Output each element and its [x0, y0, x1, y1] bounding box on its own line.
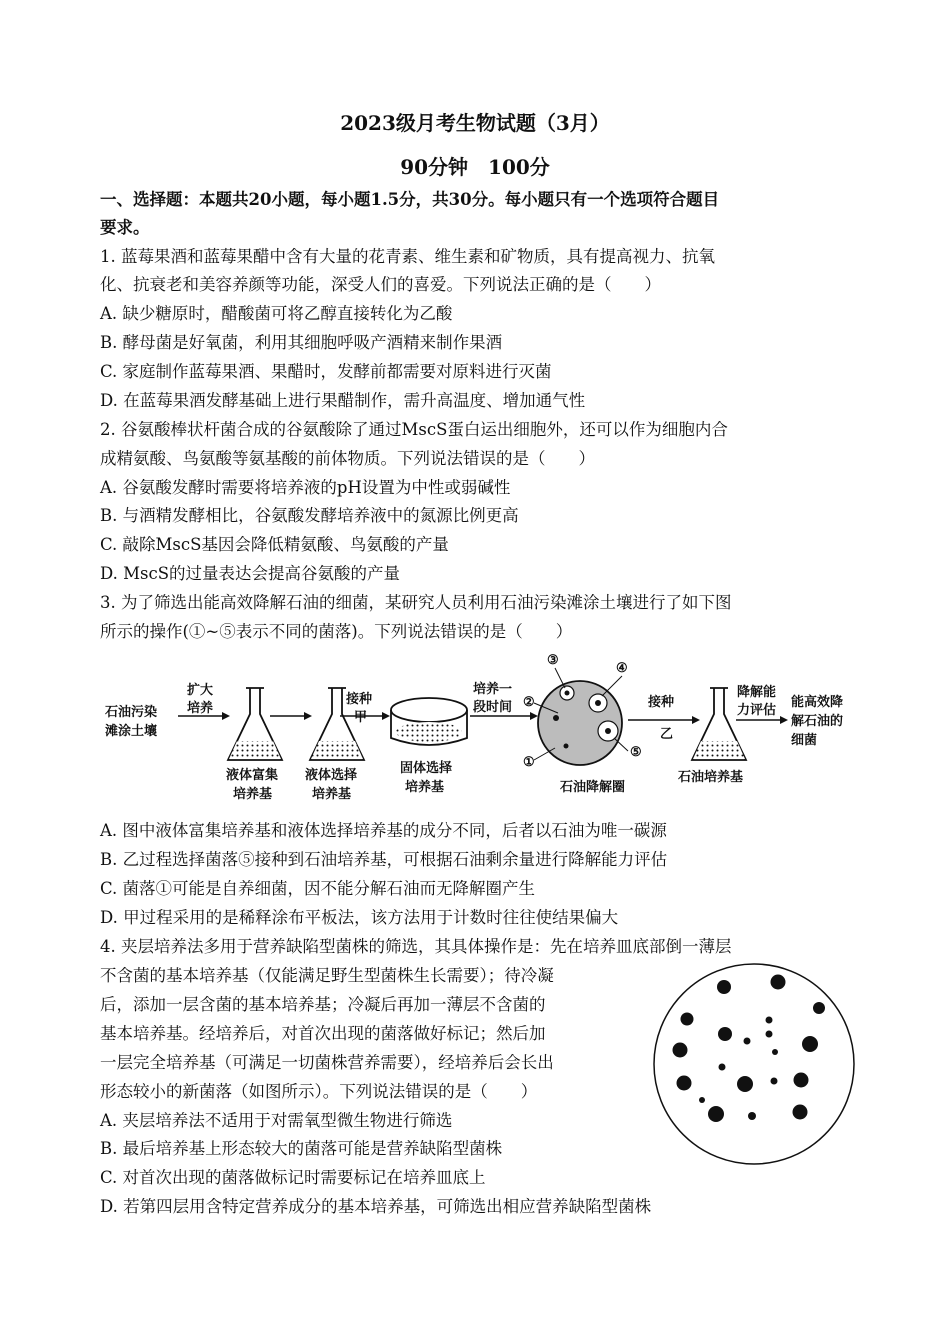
- q1-stem-cont: 化、抗衰老和美容养颜等功能，深受人们的喜爱。下列说法正确的是（ ）: [100, 275, 661, 294]
- inoc-a-label-2: 甲: [354, 710, 368, 725]
- q1-stem: 1. 蓝莓果酒和蓝莓果醋中含有大量的花青素、维生素和矿物质，具有提高视力、抗氧: [100, 247, 715, 266]
- q4-stem-2: 不含菌的基本培养基（仅能满足野生型菌株生长需要）；待冷凝: [100, 966, 554, 985]
- q1-option-b: B. 酵母菌是好氧菌，利用其细胞呼吸产酒精来制作果酒: [100, 333, 503, 352]
- q4-option-b: B. 最后培养基上形态较大的菌落可能是营养缺陷型菌株: [100, 1139, 503, 1158]
- result-label-3: 细菌: [791, 733, 818, 748]
- q4-stem-3: 后，添加一层含菌的基本培养基；冷凝后再加一薄层不含菌的: [100, 995, 546, 1014]
- soil-label-2: 滩涂土壤: [105, 724, 158, 739]
- exam-title: 2023级月考生物试题（3月）: [340, 111, 610, 135]
- eval-label: 降解能: [737, 685, 777, 700]
- q2-stem: 2. 谷氨酸棒状杆菌合成的谷氨酸除了通过MscS蛋白运出细胞外，还可以作为细胞内合: [100, 420, 728, 439]
- q3-option-a: A. 图中液体富集培养基和液体选择培养基的成分不同，后者以石油为唯一碳源: [100, 821, 667, 840]
- colony-3-label: ③: [547, 653, 559, 668]
- result-label-2: 解石油的: [791, 714, 844, 729]
- culture-label: 培养一: [473, 682, 513, 697]
- layered-culture-dish-icon: [652, 962, 856, 1166]
- colony-1b-label: ①: [523, 755, 535, 770]
- q4-option-c: C. 对首次出现的菌落做标记时需要标记在培养皿底上: [100, 1168, 486, 1187]
- arrow-inoculate-b: [628, 716, 700, 724]
- expand-label-2: 培养: [187, 701, 214, 716]
- colony-5-label: ⑤: [630, 745, 642, 760]
- colony-4-label: ④: [616, 661, 628, 676]
- q3-option-c: C. 菌落①可能是自养细菌，因不能分解石油而无降解圈产生: [100, 879, 536, 898]
- q2-option-c: C. 敲除MscS基因会降低精氨酸、鸟氨酸的产量: [100, 535, 449, 554]
- inoc-a-label: 接种: [346, 692, 373, 707]
- solid-label: 固体选择: [400, 761, 453, 776]
- arrow-transfer: [270, 712, 312, 720]
- q4-stem-5: 一层完全培养基（可满足一切菌株营养需要），经培养后会长出: [100, 1053, 554, 1072]
- q3-option-b: B. 乙过程选择菌落⑤接种到石油培养基，可根据石油剩余量进行降解能力评估: [100, 850, 668, 869]
- q2-stem-cont: 成精氨酸、鸟氨酸等氨基酸的前体物质。下列说法错误的是（ ）: [100, 449, 595, 468]
- section-heading-cont: 要求。: [100, 218, 150, 237]
- flask-enrichment-icon: [228, 688, 282, 760]
- oil-label: 石油培养基: [678, 770, 744, 785]
- q1-option-c: C. 家庭制作蓝莓果酒、果醋时，发酵前都需要对原料进行灭菌: [100, 362, 552, 381]
- q4-option-a: A. 夹层培养法不适用于对需氧型微生物进行筛选: [100, 1111, 453, 1130]
- colony-plate-icon: [538, 681, 622, 765]
- q1-option-a: A. 缺少糖原时，醋酸菌可将乙醇直接转化为乙酸: [100, 304, 453, 323]
- inoc-b-label-2: 乙: [660, 727, 674, 742]
- solid-label-2: 培养基: [405, 780, 445, 795]
- q4-stem: 4. 夹层培养法多用于营养缺陷型菌株的筛选，其具体操作是：先在培养皿底部倒一薄层: [100, 937, 732, 956]
- q4-stem-4: 基本培养基。经培养后，对首次出现的菌落做好标记；然后加: [100, 1024, 546, 1043]
- result-label: 能高效降: [791, 695, 844, 710]
- flask1-label-2: 培养基: [233, 787, 273, 802]
- colony-1-label: ②: [523, 695, 535, 710]
- expand-label: 扩大: [187, 683, 214, 698]
- q4-option-d: D. 若第四层用含特定营养成分的基本培养基，可筛选出相应营养缺陷型菌株: [100, 1197, 652, 1216]
- q4-stem-6: 形态较小的新菌落（如图所示）。下列说法错误的是（ ）: [100, 1082, 538, 1101]
- q2-option-a: A. 谷氨酸发酵时需要将培养液的pH设置为中性或弱碱性: [100, 478, 511, 497]
- q3-stem: 3. 为了筛选出能高效降解石油的细菌，某研究人员利用石油污染滩涂土壤进行了如下图: [100, 593, 732, 612]
- flask2-label: 液体选择: [305, 768, 358, 783]
- q1-option-d: D. 在蓝莓果酒发酵基础上进行果醋制作，需升高温度、增加通气性: [100, 391, 586, 410]
- q3-option-d: D. 甲过程采用的是稀释涂布平板法，该方法用于计数时往往使结果偏大: [100, 908, 619, 927]
- exam-subtitle: 90分钟 100分: [400, 155, 550, 179]
- culture-label-2: 段时间: [473, 700, 513, 715]
- screening-diagram: [100, 648, 860, 808]
- soil-label: 石油污染: [105, 705, 158, 720]
- flask2-label-2: 培养基: [312, 787, 352, 802]
- q2-option-b: B. 与酒精发酵相比，谷氨酸发酵培养液中的氮源比例更高: [100, 506, 519, 525]
- flask1-label: 液体富集: [226, 768, 279, 783]
- section-heading: 一、选择题：本题共20小题，每小题1.5分，共30分。每小题只有一个选项符合题目: [100, 190, 720, 209]
- q3-stem-cont: 所示的操作(①~⑤表示不同的菌落)。下列说法错误的是（ ）: [100, 622, 573, 641]
- eval-label-2: 力评估: [737, 703, 777, 718]
- inoc-b-label: 接种: [648, 695, 675, 710]
- q2-option-d: D. MscS的过量表达会提高谷氨酸的产量: [100, 564, 401, 583]
- solid-plate-icon: [391, 698, 467, 745]
- halo-label: 石油降解圈: [560, 780, 626, 795]
